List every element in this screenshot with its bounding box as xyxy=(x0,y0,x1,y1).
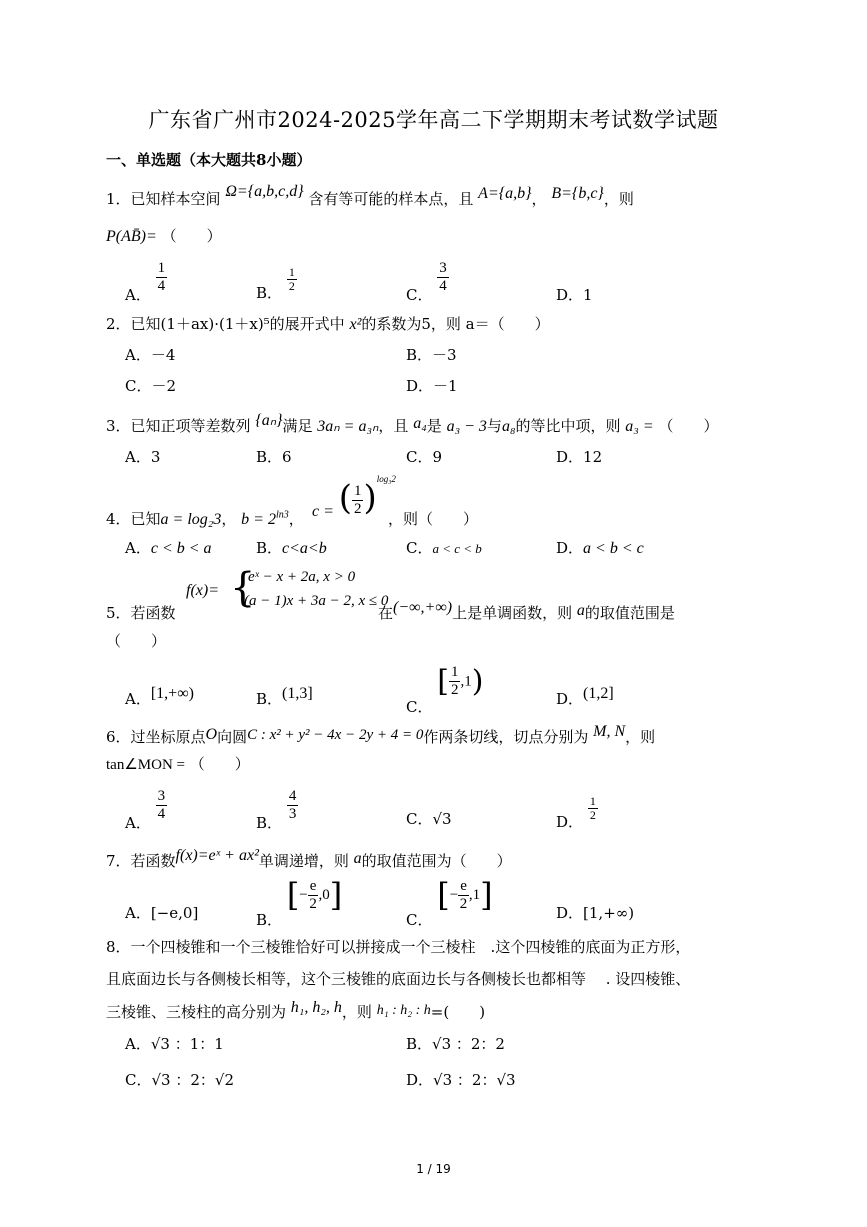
q1-set-b: B={b,c} xyxy=(551,185,604,202)
question-1 xyxy=(106,183,634,209)
q8-option-a: A．√3 ：1：1 xyxy=(125,1035,224,1053)
q8-option-c: C．√3 ：2：√2 xyxy=(125,1071,234,1089)
question-3: 3．已知正项等差数列 {aₙ}满足 3aₙ = a₃ₙ，且 a₄是 a₃ − 3与a₈的等比中项，则 a₃ = （ ） xyxy=(106,412,719,435)
page-number: 1 / 19 xyxy=(416,1162,451,1176)
q1-sep: ， xyxy=(531,190,547,208)
q1-sample-space: Ω={a,b,c,d} xyxy=(225,183,304,200)
q1-paren: （ ） xyxy=(161,227,222,245)
question-2: 2．已知(1＋ax)·(1＋x)⁵的展开式中 x²的系数为5，则 a＝（ ） xyxy=(106,315,550,333)
q3-option-c: C．9 xyxy=(406,448,443,466)
q5-f: f(x)= xyxy=(186,582,219,599)
q4-option-d: D．a < b < c xyxy=(556,539,644,557)
q5-rest: 在(−∞,+∞)上是单调函数，则 a的取值范围是 xyxy=(378,599,675,622)
q8-option-b: B．√3 ：2：2 xyxy=(406,1035,505,1053)
q7-frac-b: $\frac{e}{2}$ xyxy=(309,877,317,912)
q1-stem: 1．已知样本空间 xyxy=(106,190,221,208)
q6-line2: tan∠MON = （ ） xyxy=(106,755,250,773)
q7-frac-c: $\frac{e}{2}$ xyxy=(459,877,468,912)
q4-option-b: B．c<a<b xyxy=(256,539,327,557)
q5-option-c: C． [ $\frac{1}{2}$ ,1) xyxy=(406,664,484,716)
q7-option-c: C． [− $\frac{e}{2}$ ,1] xyxy=(406,876,493,929)
q6-frac-a: $\frac{3}{4}$ xyxy=(157,788,166,822)
q6-frac-d: $\frac{1}{2}$ xyxy=(589,794,596,822)
q1-frac-a: $\frac{1}{4}$ xyxy=(157,260,166,294)
q4-option-c: C．a < c < b xyxy=(406,539,482,557)
q1-set-a: A={a,b} xyxy=(478,185,532,202)
q5-case-1: eˣ − x + 2a, x > 0 xyxy=(248,569,356,585)
q1-option-a: A． $\frac{1}{4}$ xyxy=(125,260,166,304)
q2-option-d: D．－1 xyxy=(406,377,458,395)
q4-c: c = ( $\frac{1}{2}$ )$^{log_32}$ xyxy=(312,474,396,520)
q8-line-3: 三棱锥、三棱柱的高分别为 h₁, h₂, h，则 h₁ : h₂ : h=( ) xyxy=(106,999,486,1021)
q8-option-d: D．√3 ：2：√3 xyxy=(406,1071,516,1089)
q5-stem: 5．若函数 xyxy=(106,604,176,622)
q4-a: a = log₂3 xyxy=(160,511,222,528)
q4-option-a: A．c < b < a xyxy=(125,539,212,557)
q4-half: $\frac{1}{2}$ xyxy=(353,482,362,517)
page-title: 广东省广州市2024-2025学年高二下学期期末考试数学试题 xyxy=(148,108,719,132)
question-4: 4．已知a = log₂3， $b = 2^{ln3}$， xyxy=(106,509,304,528)
q1-end: ，则 xyxy=(603,190,634,208)
q1-option-c: C． $\frac{3}{4}$ xyxy=(406,260,447,304)
q7-option-d: D．[1,+∞) xyxy=(556,904,635,922)
q2-option-a: A．－4 xyxy=(125,346,176,364)
q5-frac-c: $\frac{1}{2}$ xyxy=(450,664,459,698)
q6-option-c: C．√3 xyxy=(406,810,452,828)
q5-option-a: A．[1,+∞) xyxy=(125,685,194,708)
q4-b: $b = 2^{ln3}$ xyxy=(241,509,289,528)
q3-option-d: D．12 xyxy=(556,448,603,466)
q7-option-a: A．[−e,0] xyxy=(125,904,199,922)
q1-option-d: D．1 xyxy=(556,286,593,304)
q3-option-a: A．3 xyxy=(125,448,161,466)
q1-frac-c: $\frac{3}{4}$ xyxy=(439,260,447,294)
section-heading: 一、单选题（本大题共8小题） xyxy=(106,151,312,169)
q8-line-1: 8．一个四棱锥和一个三棱锥恰好可以拼接成一个三棱柱 .这个四棱锥的底面为正方形， xyxy=(106,938,691,956)
q1-frac-b: $\frac{1}{2}$ xyxy=(288,265,295,293)
question-7: 7．若函数f(x)=eˣ + ax²单调递增，则 a的取值范围为（ ） xyxy=(106,847,512,870)
q1-mid: 含有等可能的样本点，且 xyxy=(308,190,474,208)
q3-option-b: B．6 xyxy=(256,448,292,466)
q5-brace: { xyxy=(230,565,256,611)
q5-case-2: (a − 1)x + 3a − 2, x ≤ 0 xyxy=(244,593,389,609)
q7-option-b: B． [− $\frac{e}{2}$ ,0] xyxy=(256,876,343,929)
question-6: 6．过坐标原点O向圆C : x² + y² − 4x − 2y + 4 = 0作两条切线，切点分别为 M, N，则 xyxy=(106,723,656,746)
q2-option-c: C．－2 xyxy=(125,377,177,395)
q5-paren: （ ） xyxy=(106,632,167,650)
q8-line-2: 且底面边长与各侧棱长相等，这个三棱锥的底面边长与各侧棱长也都相等 . 设四棱锥、 xyxy=(106,970,691,988)
q6-option-a: A． $\frac{3}{4}$ xyxy=(125,788,166,832)
q1-probability: P(AB̄)= xyxy=(106,228,157,245)
q6-frac-b: $\frac{4}{3}$ xyxy=(288,788,297,822)
q2-option-b: B．－3 xyxy=(406,346,457,364)
q6-option-b: B． $\frac{4}{3}$ xyxy=(256,788,297,832)
q6-option-d: D． $\frac{1}{2}$ xyxy=(556,794,596,831)
q1-option-b: B． $\frac{1}{2}$ xyxy=(256,265,295,302)
q1-line2 xyxy=(106,225,222,246)
q2-x2: x² xyxy=(349,316,362,333)
q5-option-d: D．(1,2] xyxy=(556,685,614,708)
q5-option-b: B．(1,3] xyxy=(256,685,313,708)
q4-end: ，则（ ） xyxy=(388,510,479,528)
